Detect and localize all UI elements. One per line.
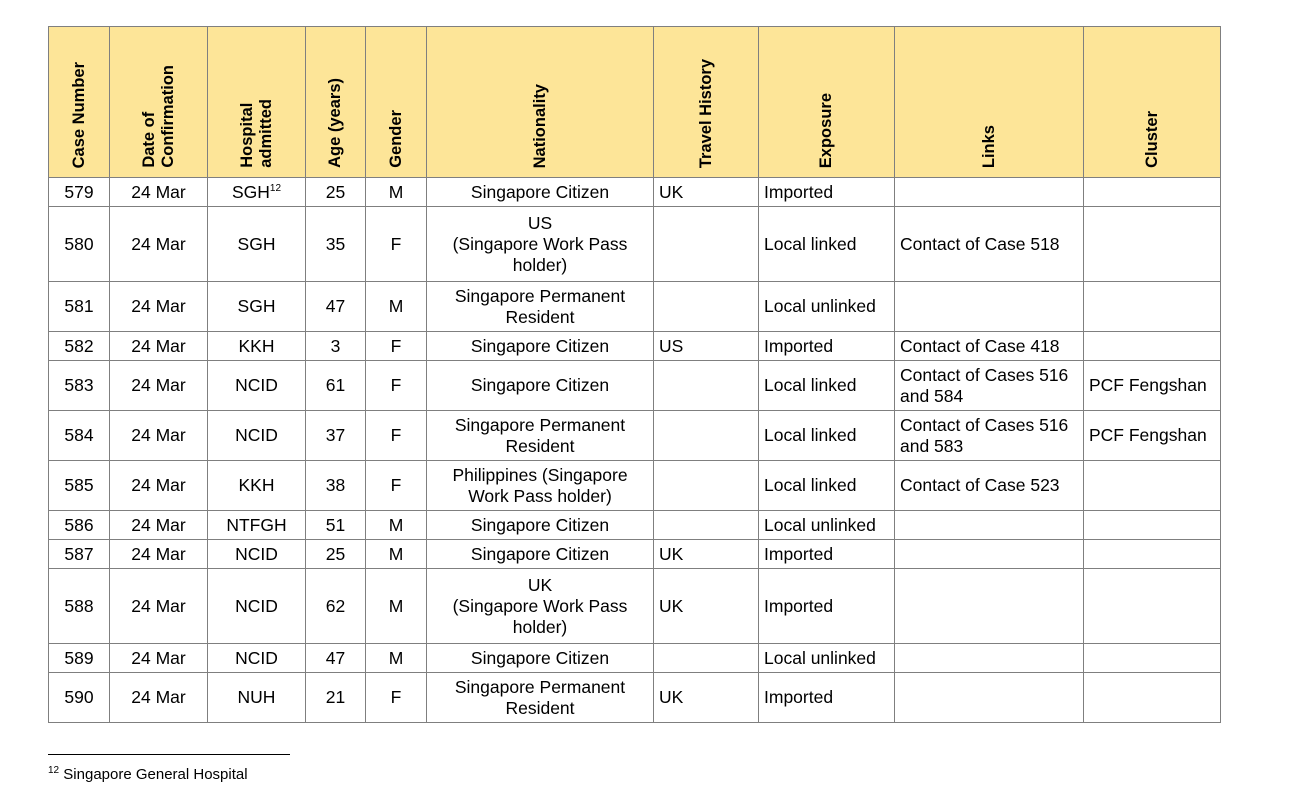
nationality-cell: US (Singapore Work Pass holder) (427, 207, 654, 282)
case-number-cell: 588 (49, 569, 110, 644)
date-cell: 24 Mar (110, 361, 208, 411)
hospital-cell: SGH (208, 282, 306, 332)
cluster-cell: PCF Fengshan (1084, 411, 1221, 461)
gender-cell: F (366, 461, 427, 511)
case-number-cell: 581 (49, 282, 110, 332)
age-cell: 37 (306, 411, 366, 461)
age-cell: 21 (306, 673, 366, 723)
nationality-cell: Singapore Citizen (427, 540, 654, 569)
hospital-cell: NCID (208, 361, 306, 411)
header-exposure: Exposure (759, 27, 895, 178)
links-cell (895, 511, 1084, 540)
case-number-cell: 583 (49, 361, 110, 411)
travel-history-cell (654, 361, 759, 411)
gender-cell: F (366, 673, 427, 723)
exposure-cell: Imported (759, 540, 895, 569)
header-travel-history: Travel History (654, 27, 759, 178)
travel-history-cell (654, 411, 759, 461)
nationality-cell: Singapore Permanent Resident (427, 411, 654, 461)
travel-history-cell: UK (654, 673, 759, 723)
hospital-cell: NCID (208, 411, 306, 461)
cluster-cell (1084, 511, 1221, 540)
footnote-rule (48, 754, 290, 755)
exposure-cell: Imported (759, 332, 895, 361)
gender-cell: F (366, 207, 427, 282)
hospital-cell: NCID (208, 540, 306, 569)
header-row (49, 27, 1221, 178)
header-case-number: Case Number (49, 27, 110, 178)
age-cell: 3 (306, 332, 366, 361)
links-cell (895, 644, 1084, 673)
case-number-cell: 584 (49, 411, 110, 461)
table-row (49, 511, 1221, 540)
age-cell: 35 (306, 207, 366, 282)
travel-history-cell: UK (654, 569, 759, 644)
header-age: Age (years) (306, 27, 366, 178)
nationality-cell: Philippines (Singapore Work Pass holder) (427, 461, 654, 511)
table-row (49, 361, 1221, 411)
cluster-cell (1084, 282, 1221, 332)
case-number-cell: 586 (49, 511, 110, 540)
cluster-cell (1084, 540, 1221, 569)
table-row (49, 644, 1221, 673)
cluster-cell (1084, 569, 1221, 644)
gender-cell: F (366, 332, 427, 361)
links-cell: Contact of Case 518 (895, 207, 1084, 282)
age-cell: 62 (306, 569, 366, 644)
age-cell: 47 (306, 282, 366, 332)
date-cell: 24 Mar (110, 178, 208, 207)
links-cell: Contact of Cases 516 and 584 (895, 361, 1084, 411)
case-number-cell: 587 (49, 540, 110, 569)
table-row (49, 332, 1221, 361)
gender-cell: M (366, 282, 427, 332)
date-cell: 24 Mar (110, 673, 208, 723)
exposure-cell: Local linked (759, 461, 895, 511)
exposure-cell: Local unlinked (759, 511, 895, 540)
exposure-cell: Imported (759, 178, 895, 207)
exposure-cell: Local linked (759, 207, 895, 282)
case-number-cell: 579 (49, 178, 110, 207)
travel-history-cell: UK (654, 540, 759, 569)
exposure-cell: Imported (759, 569, 895, 644)
age-cell: 51 (306, 511, 366, 540)
links-cell: Contact of Case 418 (895, 332, 1084, 361)
links-cell (895, 569, 1084, 644)
exposure-cell: Local linked (759, 411, 895, 461)
cluster-cell (1084, 207, 1221, 282)
hospital-cell: SGH (208, 207, 306, 282)
footnote-ref: 12 (269, 182, 282, 194)
gender-cell: M (366, 178, 427, 207)
travel-history-cell (654, 461, 759, 511)
gender-cell: M (366, 511, 427, 540)
header-cluster: Cluster (1084, 27, 1221, 178)
exposure-cell: Local linked (759, 361, 895, 411)
exposure-cell: Imported (759, 673, 895, 723)
hospital-cell: NCID (208, 569, 306, 644)
hospital-cell: NTFGH (208, 511, 306, 540)
nationality-cell: Singapore Permanent Resident (427, 282, 654, 332)
cases-table (48, 26, 1221, 723)
exposure-cell: Local unlinked (759, 644, 895, 673)
travel-history-cell (654, 644, 759, 673)
nationality-cell: Singapore Citizen (427, 644, 654, 673)
links-cell: Contact of Cases 516 and 583 (895, 411, 1084, 461)
travel-history-cell: UK (654, 178, 759, 207)
date-cell: 24 Mar (110, 207, 208, 282)
date-cell: 24 Mar (110, 511, 208, 540)
cluster-cell (1084, 178, 1221, 207)
travel-history-cell (654, 207, 759, 282)
header-date: Date of Confirmation (110, 27, 208, 178)
date-cell: 24 Mar (110, 569, 208, 644)
links-cell (895, 282, 1084, 332)
age-cell: 61 (306, 361, 366, 411)
travel-history-cell (654, 511, 759, 540)
table-row (49, 461, 1221, 511)
nationality-cell: UK (Singapore Work Pass holder) (427, 569, 654, 644)
header-links: Links (895, 27, 1084, 178)
table-row (49, 673, 1221, 723)
hospital-cell: NCID (208, 644, 306, 673)
date-cell: 24 Mar (110, 461, 208, 511)
hospital-cell: SGH$^{12}$ (208, 178, 306, 207)
case-number-cell: 590 (49, 673, 110, 723)
age-cell: 47 (306, 644, 366, 673)
gender-cell: F (366, 361, 427, 411)
links-cell (895, 540, 1084, 569)
header-gender: Gender (366, 27, 427, 178)
header-hospital: Hospital admitted (208, 27, 306, 178)
age-cell: 25 (306, 178, 366, 207)
date-cell: 24 Mar (110, 332, 208, 361)
date-cell: 24 Mar (110, 540, 208, 569)
case-number-cell: 585 (49, 461, 110, 511)
gender-cell: F (366, 411, 427, 461)
table-row (49, 569, 1221, 644)
table-row (49, 540, 1221, 569)
date-cell: 24 Mar (110, 411, 208, 461)
nationality-cell: Singapore Citizen (427, 361, 654, 411)
date-cell: 24 Mar (110, 282, 208, 332)
table-row (49, 411, 1221, 461)
nationality-cell: Singapore Citizen (427, 178, 654, 207)
hospital-cell: KKH (208, 332, 306, 361)
cluster-cell (1084, 461, 1221, 511)
table-row (49, 207, 1221, 282)
links-cell (895, 178, 1084, 207)
travel-history-cell: US (654, 332, 759, 361)
age-cell: 38 (306, 461, 366, 511)
travel-history-cell (654, 282, 759, 332)
footnote: $^{12}$ Singapore General Hospital (48, 765, 248, 783)
case-number-cell: 589 (49, 644, 110, 673)
gender-cell: M (366, 644, 427, 673)
cluster-cell (1084, 644, 1221, 673)
table-row (49, 282, 1221, 332)
cluster-cell: PCF Fengshan (1084, 361, 1221, 411)
gender-cell: M (366, 540, 427, 569)
cluster-cell (1084, 332, 1221, 361)
case-number-cell: 582 (49, 332, 110, 361)
gender-cell: M (366, 569, 427, 644)
cluster-cell (1084, 673, 1221, 723)
nationality-cell: Singapore Citizen (427, 332, 654, 361)
exposure-cell: Local unlinked (759, 282, 895, 332)
case-number-cell: 580 (49, 207, 110, 282)
hospital-cell: NUH (208, 673, 306, 723)
nationality-cell: Singapore Citizen (427, 511, 654, 540)
links-cell: Contact of Case 523 (895, 461, 1084, 511)
links-cell (895, 673, 1084, 723)
header-nationality: Nationality (427, 27, 654, 178)
age-cell: 25 (306, 540, 366, 569)
nationality-cell: Singapore Permanent Resident (427, 673, 654, 723)
table-body (49, 178, 1221, 723)
date-cell: 24 Mar (110, 644, 208, 673)
hospital-cell: KKH (208, 461, 306, 511)
table-row (49, 178, 1221, 207)
